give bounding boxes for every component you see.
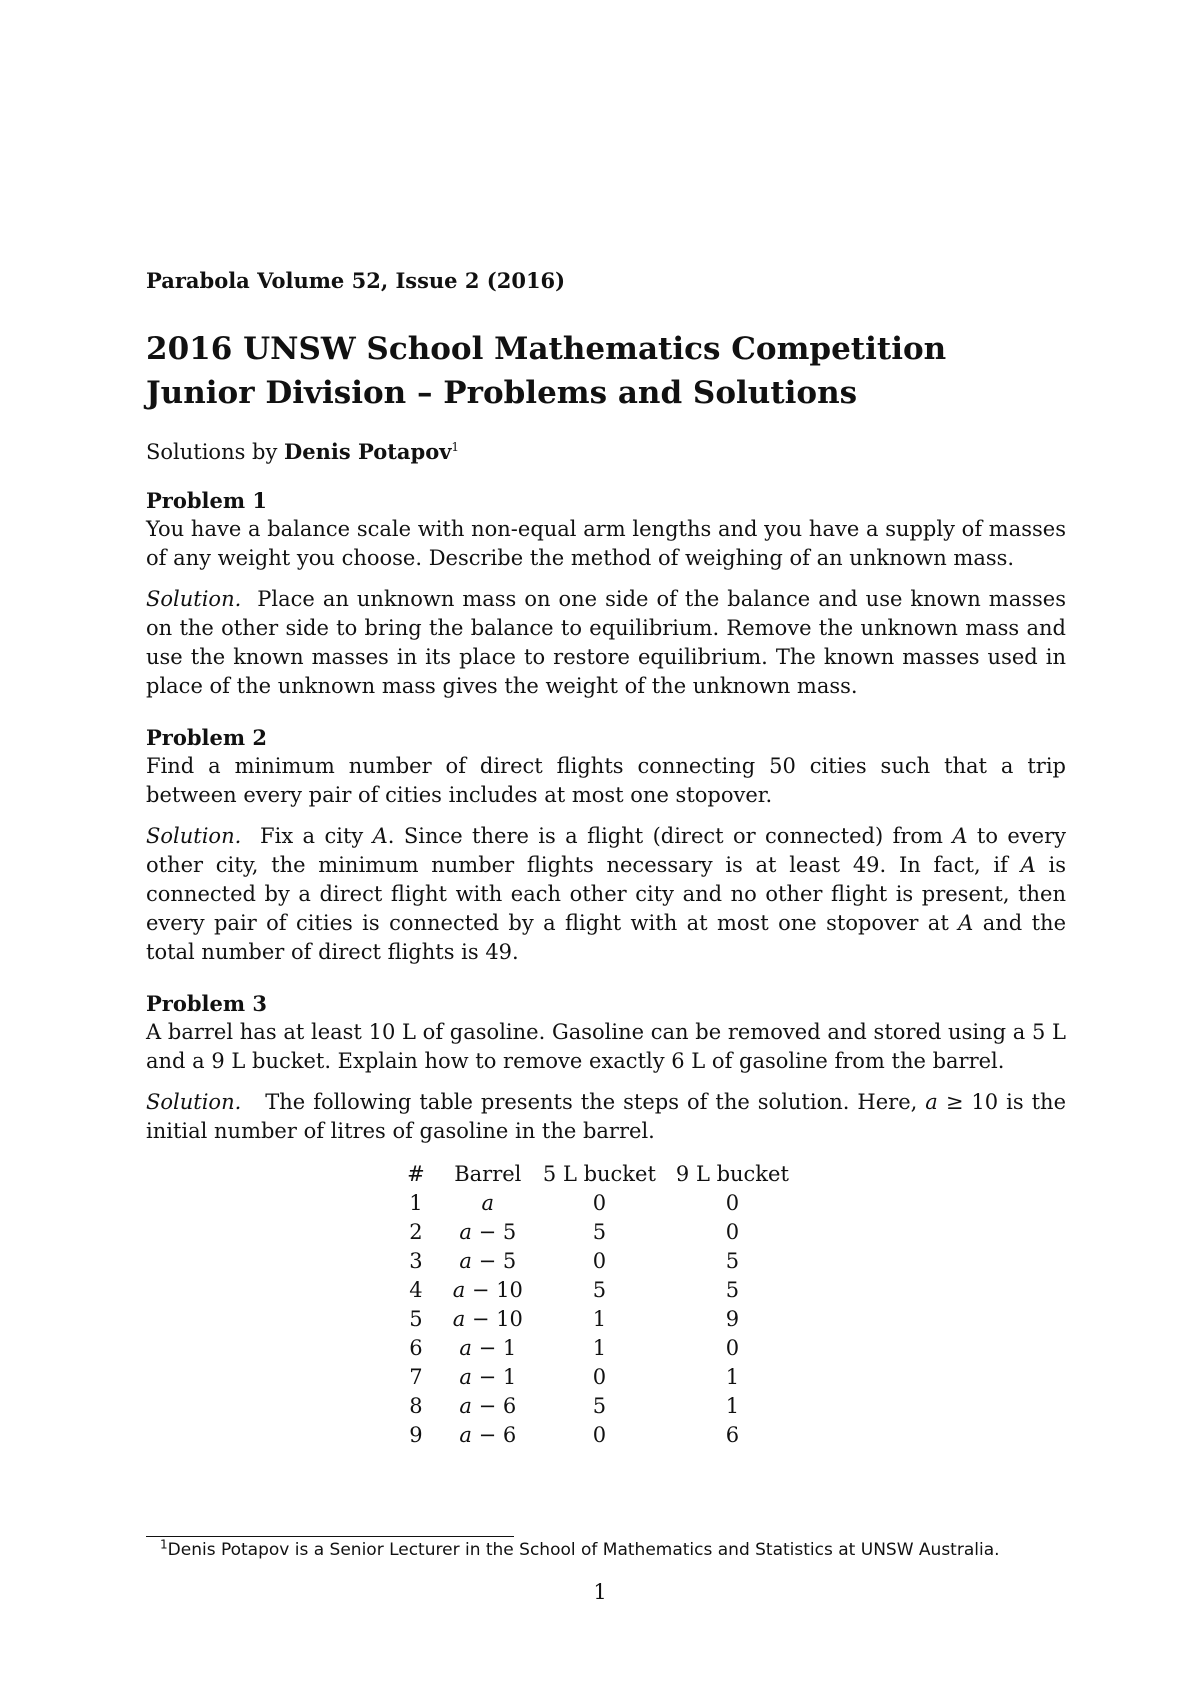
table-cell: 3 bbox=[409, 1249, 423, 1273]
byline-prefix: Solutions by bbox=[146, 440, 285, 464]
table-cell: 1 bbox=[409, 1191, 423, 1215]
table-cell: 5 bbox=[409, 1307, 423, 1331]
table-cell: 2 bbox=[409, 1220, 423, 1244]
table-row bbox=[397, 1305, 799, 1334]
table-cell: 5 bbox=[592, 1220, 607, 1244]
problem-statement: Find a minimum number of direct flights connecting 50 cities such that a trip between every pair of cities includes at most one stopover. bbox=[146, 754, 1066, 807]
table-cell: 4 bbox=[409, 1278, 423, 1302]
solution-text: is connected by a direct flight with each other city and no other flight is present, then every pair of cities is connected by a flight with at most one stopover at bbox=[146, 853, 1066, 935]
table-cell: 5 bbox=[592, 1394, 607, 1418]
table-cell: 0 bbox=[592, 1249, 607, 1273]
math-expr-rest: − 6 bbox=[471, 1394, 517, 1418]
table-cell: 7 bbox=[409, 1365, 423, 1389]
math-var-a: a bbox=[452, 1278, 466, 1302]
footnote-divider bbox=[146, 1536, 514, 1537]
table-cell bbox=[443, 1189, 533, 1218]
table-cell: 9 bbox=[409, 1423, 423, 1447]
footnote bbox=[160, 1537, 1000, 1560]
math-var-a: A bbox=[1020, 853, 1036, 877]
math-var-a: a bbox=[452, 1307, 466, 1331]
column-header: 9 L bucket bbox=[675, 1162, 789, 1186]
math-expr-rest: − 1 bbox=[471, 1365, 517, 1389]
math-var-a: a bbox=[459, 1249, 472, 1273]
solution-text: to every other city, the minimum number flights necessary is at least 49. In fact, if bbox=[146, 824, 1066, 877]
problem-heading: Problem 1 bbox=[146, 488, 268, 513]
solution-paragraph bbox=[146, 822, 1066, 967]
math-var-a: a bbox=[459, 1394, 472, 1418]
solution-paragraph bbox=[146, 1088, 1066, 1146]
table-cell bbox=[443, 1276, 533, 1305]
table-cell bbox=[443, 1363, 533, 1392]
table-cell: 0 bbox=[725, 1220, 740, 1244]
problem-heading: Problem 3 bbox=[146, 991, 268, 1016]
math-expr-rest: − 1 bbox=[471, 1336, 517, 1360]
table-row bbox=[397, 1247, 799, 1276]
table-cell: 5 bbox=[725, 1278, 740, 1302]
solution-text: Fix a city bbox=[260, 824, 373, 848]
table-cell: 5 bbox=[725, 1249, 740, 1273]
math-var-a: a bbox=[459, 1423, 472, 1447]
table-cell: 1 bbox=[725, 1394, 740, 1418]
table-cell: 1 bbox=[592, 1336, 607, 1360]
title-line-2: Junior Division – Problems and Solutions bbox=[146, 375, 858, 411]
math-var-a: a bbox=[459, 1365, 472, 1389]
math-var-a: a bbox=[481, 1191, 495, 1215]
problem-statement: A barrel has at least 10 L of gasoline. Gasoline can be removed and stored using a 5 L and a 9 L bucket. Explain how to remove exactly 6 L of gasoline from the barrel. bbox=[146, 1020, 1066, 1073]
solution-label: Solution. bbox=[146, 1090, 242, 1114]
table-row bbox=[397, 1189, 799, 1218]
column-header: # bbox=[407, 1162, 425, 1186]
table-cell bbox=[443, 1392, 533, 1421]
math-expr-rest: − 5 bbox=[471, 1249, 517, 1273]
table-cell bbox=[443, 1247, 533, 1276]
problem-heading: Problem 2 bbox=[146, 725, 268, 750]
solution-label: Solution. bbox=[146, 587, 242, 611]
table-cell: 1 bbox=[725, 1365, 740, 1389]
solution-text: ≥ 10 is the initial number of litres of gasoline in the barrel. bbox=[146, 1090, 1066, 1143]
table-row bbox=[397, 1392, 799, 1421]
solution-label: Solution. bbox=[146, 824, 242, 848]
problem-statement: You have a balance scale with non-equal arm lengths and you have a supply of masses of any weight you choose. Describe the method of weighing of an unknown mass. bbox=[146, 517, 1066, 570]
table-cell: 0 bbox=[725, 1191, 740, 1215]
table-cell bbox=[443, 1334, 533, 1363]
table-row bbox=[397, 1421, 799, 1450]
table-cell: 0 bbox=[592, 1423, 607, 1447]
math-expr-rest: − 5 bbox=[471, 1220, 517, 1244]
solution-text: and the total number of direct flights is 49. bbox=[146, 911, 1066, 964]
table-cell: 9 bbox=[725, 1307, 740, 1331]
author-name: Denis Potapov bbox=[284, 439, 452, 464]
table-row bbox=[397, 1276, 799, 1305]
solution-paragraph bbox=[146, 585, 1066, 701]
problem-3 bbox=[146, 989, 1066, 1450]
table-cell: 8 bbox=[409, 1394, 423, 1418]
table-cell: 1 bbox=[592, 1307, 607, 1331]
table-cell bbox=[443, 1305, 533, 1334]
table-cell: 6 bbox=[409, 1336, 423, 1360]
math-var-a: A bbox=[952, 824, 968, 848]
math-expr-rest: − 6 bbox=[471, 1423, 517, 1447]
table-cell bbox=[443, 1218, 533, 1247]
footnote-mark: 1 bbox=[160, 1537, 168, 1552]
article-title bbox=[146, 327, 1066, 415]
byline bbox=[146, 439, 1066, 464]
solution-text: . Since there is a flight (direct or connected) from bbox=[387, 824, 953, 848]
solution-text: The following table presents the steps of the solution. Here, bbox=[265, 1090, 926, 1114]
journal-issue: Parabola Volume 52, Issue 2 (2016) bbox=[146, 268, 566, 293]
table-cell: 0 bbox=[592, 1365, 607, 1389]
table-cell: 0 bbox=[725, 1336, 740, 1360]
footnote-ref: 1 bbox=[451, 440, 460, 454]
math-var-a: A bbox=[958, 911, 974, 935]
column-header: 5 L bucket bbox=[542, 1162, 656, 1186]
math-var-a: a bbox=[459, 1336, 472, 1360]
math-var-a: a bbox=[459, 1220, 472, 1244]
problem-2 bbox=[146, 723, 1066, 967]
page-content bbox=[146, 268, 1066, 1450]
table-cell bbox=[443, 1421, 533, 1450]
steps-table bbox=[397, 1160, 799, 1450]
table-row bbox=[397, 1363, 799, 1392]
math-var-a: A bbox=[372, 824, 388, 848]
table-cell: 5 bbox=[592, 1278, 607, 1302]
math-expr-rest: − 10 bbox=[465, 1307, 523, 1331]
table-row bbox=[397, 1334, 799, 1363]
footnote-text: Denis Potapov is a Senior Lecturer in the School of Mathematics and Statistics at UNSW Australia. bbox=[167, 1540, 1000, 1560]
math-expr-rest: − 10 bbox=[465, 1278, 523, 1302]
problem-1 bbox=[146, 486, 1066, 701]
table-cell: 6 bbox=[725, 1423, 740, 1447]
table-cell: 0 bbox=[592, 1191, 607, 1215]
solution-text: Place an unknown mass on one side of the balance and use known masses on the other side to bring the balance to equilibrium. Remove the unknown mass and use the known masses in its place to restore equilibrium. The known masses used in place of the unknown mass gives the weight of the unknown mass. bbox=[146, 587, 1066, 698]
table-body bbox=[397, 1189, 799, 1450]
page-number: 1 bbox=[593, 1580, 607, 1604]
column-header: Barrel bbox=[454, 1162, 522, 1186]
table-header-row bbox=[397, 1160, 799, 1189]
math-var-a: a bbox=[925, 1090, 938, 1114]
title-line-1: 2016 UNSW School Mathematics Competition bbox=[146, 331, 947, 367]
table-row bbox=[397, 1218, 799, 1247]
